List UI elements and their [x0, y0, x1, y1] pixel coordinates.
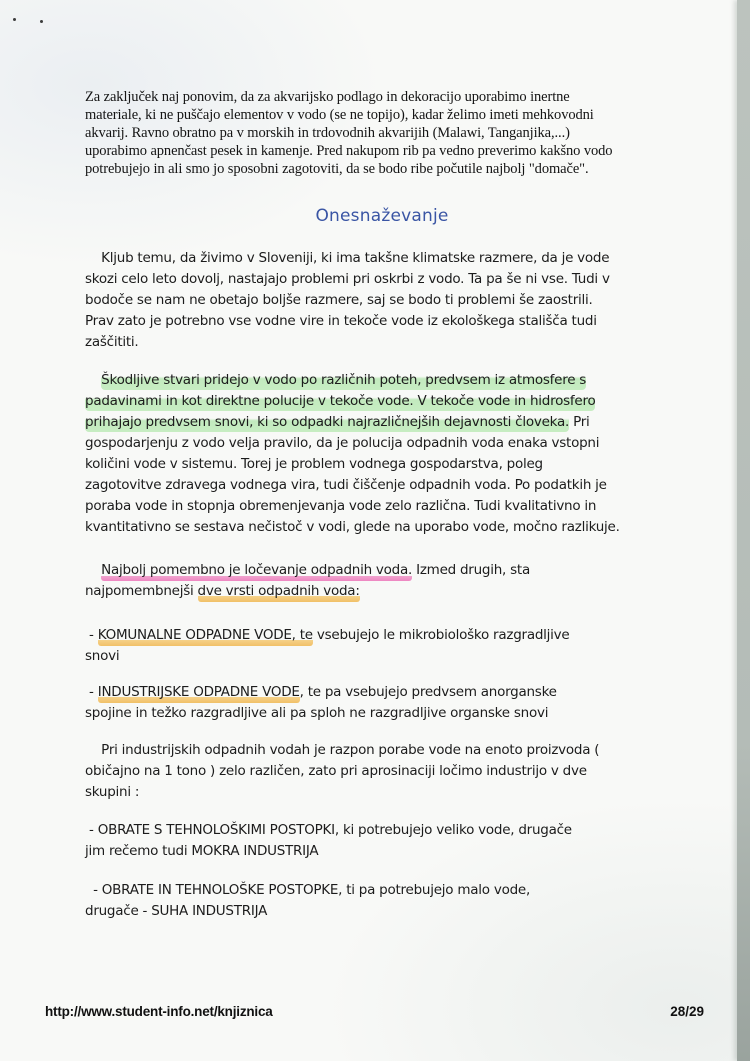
- text-segment: Pri: [569, 414, 590, 430]
- footer-url: http://www.student-info.net/knjiznica: [45, 1004, 273, 1019]
- text-segment: [85, 562, 101, 578]
- text-segment: Prav zato je potrebno vse vodne vire in tekoče vode iz ekološkega stališča tudi: [85, 313, 597, 329]
- text-line: [85, 646, 679, 667]
- green-highlighted-text: Škodljive stvari pridejo v vodo po različnih poteh, predvsem iz atmosfere s: [101, 372, 587, 388]
- paragraph-obrate1: [85, 820, 679, 862]
- text-line: [85, 682, 679, 703]
- paragraph-p2: [85, 370, 679, 538]
- pink-underlined-text: Najbolj pomembno je ločevanje odpadnih voda.: [101, 562, 412, 581]
- text-segment: - OBRATE IN TEHNOLOŠKE POSTOPKE, ti pa potrebujejo malo vode,: [85, 882, 530, 898]
- text-line: [85, 496, 679, 517]
- text-segment: najpomembnejši: [85, 583, 198, 599]
- text-segment: Izmed drugih, sta: [412, 562, 530, 578]
- text-segment: jim rečemo tudi MOKRA INDUSTRIJA: [85, 843, 319, 859]
- text-segment: Onesnaževanje: [315, 206, 449, 226]
- text-segment: - OBRATE S TEHNOLOŠKIMI POSTOPKI, ki potrebujejo veliko vode, drugače: [85, 822, 572, 838]
- text-line: [85, 901, 679, 922]
- scan-artifact-dot: [13, 18, 16, 21]
- text-line: [85, 106, 679, 124]
- text-line: [85, 311, 679, 332]
- text-line: [85, 841, 679, 862]
- text-line: [85, 454, 679, 475]
- text-line: [85, 412, 679, 433]
- text-line: [85, 269, 679, 290]
- text-segment: skozi celo leto dovolj, nastajajo problemi pri oskrbi z vodo. Ta pa še ni vse. Tudi v: [85, 271, 610, 287]
- text-segment: poraba vode in stopnja obremenjevanja vode zelo različna. Tudi kvalitativno in: [85, 498, 597, 514]
- text-segment: akvarij. Ravno obratno pa v morskih in trdovodnih akvarijih (Malawi, Tanganjika,...): [85, 125, 570, 141]
- text-line: [85, 740, 679, 761]
- text-segment: materiale, ki ne puščajo elementov v vodo (se ne topijo), kadar želimo imeti mehkovodni: [85, 107, 594, 123]
- paragraph-komunalne: [85, 625, 679, 667]
- text-segment: Pri industrijskih odpadnih vodah je razpon porabe vode na enoto proizvoda (: [85, 742, 600, 758]
- text-segment: uporabimo apnenčast pesek in kamenje. Pred nakupom rib pa vedno preverimo kakšno vodo: [85, 143, 613, 159]
- text-line: [85, 880, 679, 901]
- text-line: [85, 703, 679, 724]
- text-line: [85, 290, 679, 311]
- text-line: [85, 391, 679, 412]
- text-line: [85, 332, 679, 353]
- green-highlighted-text: padavinami in kot direktne polucije v tekoče vode. V tekoče vode in hidrosfero: [85, 393, 596, 409]
- text-segment: količini vode v sistemu. Torej je problem vodnega gospodarstva, poleg: [85, 456, 543, 472]
- section-heading: [85, 205, 679, 227]
- text-segment: Za zaključek naj ponovim, da za akvarijsko podlago in dekoracijo uporabimo inertne: [85, 89, 570, 105]
- text-line: [85, 124, 679, 142]
- text-segment: gospodarjenju z vodo velja pravilo, da je polucija odpadnih voda enaka vstopni: [85, 435, 600, 451]
- text-segment: spojine in težko razgradljive ali pa sploh ne razgradljive organske snovi: [85, 705, 549, 721]
- paragraph-industrijske: [85, 682, 679, 724]
- text-segment: običajno na 1 tono ) zelo različen, zato pri aprosinaciji ločimo industrijo v dve: [85, 763, 587, 779]
- text-segment: zaščititi.: [85, 334, 139, 350]
- text-segment: drugače - SUHA INDUSTRIJA: [85, 903, 268, 919]
- page-number: 28/29: [670, 1004, 704, 1019]
- text-segment: Kljub temu, da živimo v Sloveniji, ki ima takšne klimatske razmere, da je vode: [85, 250, 610, 266]
- paragraph-obrate2: [85, 880, 679, 922]
- yellow-underlined-text: INDUSTRIJSKE ODPADNE VODE: [98, 684, 300, 703]
- text-line: [85, 433, 679, 454]
- document-body: [85, 88, 679, 922]
- text-segment: bodoče se nam ne obetajo boljše razmere, saj se bodo ti problemi še zaostrili.: [85, 292, 593, 308]
- text-line: [85, 625, 679, 646]
- scan-edge-shadow: [737, 0, 750, 1061]
- text-segment: [85, 372, 101, 388]
- text-segment: skupini :: [85, 784, 140, 800]
- text-line: [85, 205, 679, 227]
- text-segment: potrebujejo in ali smo jo sposobni zagotoviti, da se bodo ribe počutile najbolj "domače".: [85, 161, 589, 177]
- text-line: [85, 248, 679, 269]
- text-line: [85, 560, 679, 581]
- text-line: [85, 782, 679, 803]
- paragraph-intro: [85, 88, 679, 178]
- paragraph-p3: [85, 560, 679, 602]
- text-line: [85, 820, 679, 841]
- text-line: [85, 88, 679, 106]
- text-line: [85, 761, 679, 782]
- yellow-underlined-text: KOMUNALNE ODPADNE VODE, te: [98, 627, 313, 646]
- text-line: [85, 581, 679, 602]
- paragraph-p1: [85, 248, 679, 353]
- paragraph-p4: [85, 740, 679, 803]
- text-line: [85, 160, 679, 178]
- scan-artifact-dot: [40, 20, 43, 23]
- text-segment: kvantitativno se sestava nečistoč v vodi, glede na uporabo vode, močno razlikuje.: [85, 519, 620, 535]
- text-line: [85, 475, 679, 496]
- text-segment: vsebujejo le mikrobiološko razgradljive: [312, 627, 570, 643]
- text-segment: -: [85, 627, 98, 643]
- text-line: [85, 370, 679, 391]
- text-segment: zagotovitve zdravega vodnega vira, tudi čiščenje odpadnih voda. Po podatkih je: [85, 477, 607, 493]
- text-segment: -: [85, 684, 98, 700]
- text-line: [85, 517, 679, 538]
- text-line: [85, 142, 679, 160]
- green-highlighted-text: prihajajo predvsem snovi, ki so odpadki najrazličnejših dejavnosti človeka.: [85, 414, 570, 430]
- yellow-underlined-text: dve vrsti odpadnih voda:: [198, 583, 360, 602]
- text-segment: snovi: [85, 648, 120, 664]
- text-segment: , te pa vsebujejo predvsem anorganske: [299, 684, 557, 700]
